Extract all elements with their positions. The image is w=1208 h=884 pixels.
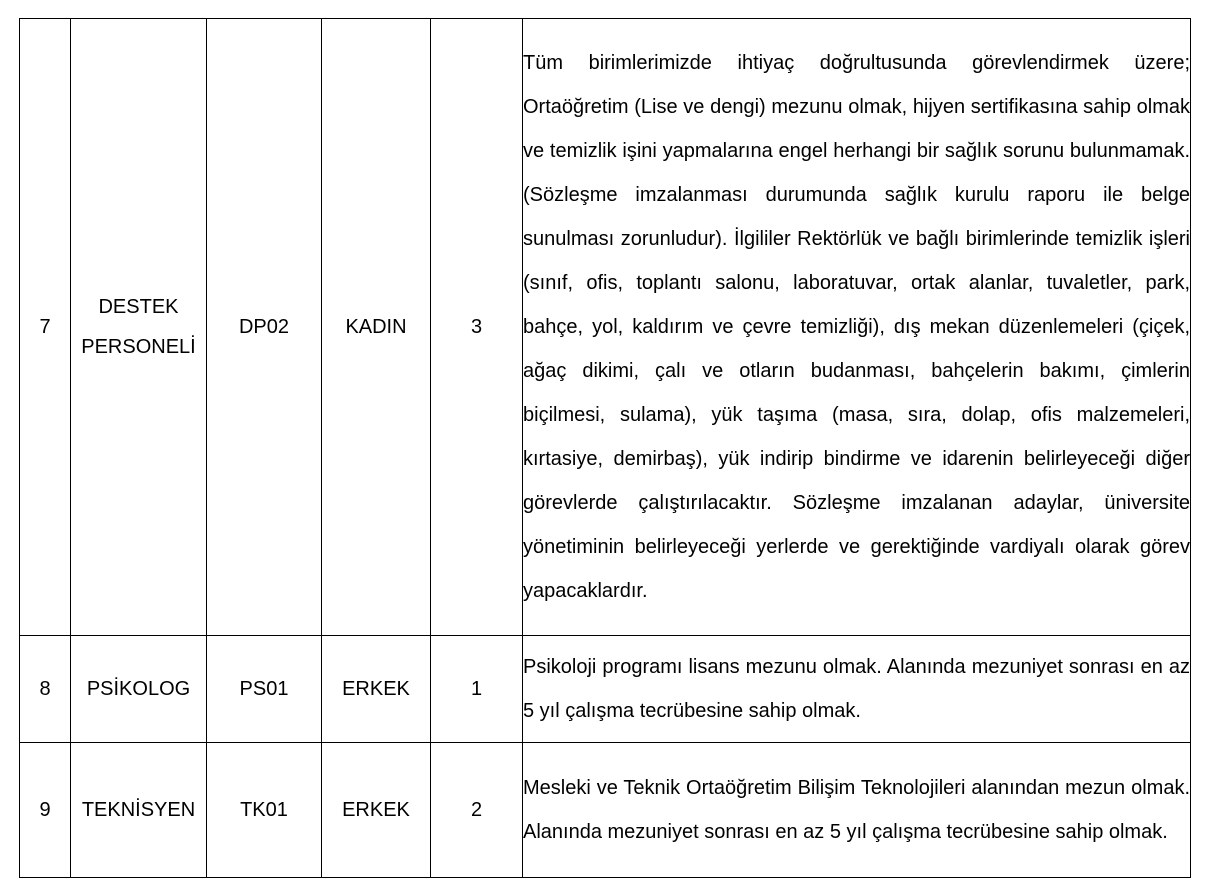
position-count: 1 <box>431 636 523 743</box>
gender: ERKEK <box>322 636 431 743</box>
row-number: 7 <box>20 19 71 636</box>
table-row <box>20 636 1191 743</box>
table-row <box>20 19 1191 636</box>
position-count: 2 <box>431 743 523 878</box>
position-table <box>19 18 1191 878</box>
position-requirements: Mesleki ve Teknik Ortaöğretim Bilişim Teknolojileri alanından mezun olmak. Alanında mezuniyet sonrası en az 5 yıl çalışma tecrübesine sahip olmak. <box>523 743 1191 878</box>
position-title: DESTEK PERSONELİ <box>71 19 207 636</box>
position-code: DP02 <box>207 19 322 636</box>
row-number: 8 <box>20 636 71 743</box>
position-code: TK01 <box>207 743 322 878</box>
position-count: 3 <box>431 19 523 636</box>
row-number: 9 <box>20 743 71 878</box>
table-row <box>20 743 1191 878</box>
position-requirements: Psikoloji programı lisans mezunu olmak. Alanında mezuniyet sonrası en az 5 yıl çalışma tecrübesine sahip olmak. <box>523 636 1191 743</box>
position-title: TEKNİSYEN <box>71 743 207 878</box>
gender: KADIN <box>322 19 431 636</box>
position-requirements: Tüm birimlerimizde ihtiyaç doğrultusunda görevlendirmek üzere; Ortaöğretim (Lise ve dengi) mezunu olmak, hijyen sertifikasına sahip olmak ve temizlik işini yapmalarına engel herhangi bir sağlık sorunu bulunmamak. (Sözleşme imzalanması durumunda sağlık kurulu raporu ile belge sunulması zorunludur). İlgililer Rektörlük ve bağlı birimlerinde temizlik işleri (sınıf, ofis, toplantı salonu, laboratuvar, ortak alanlar, tuvaletler, park, bahçe, yol, kaldırım ve çevre temizliği), dış mekan düzenlemeleri (çiçek, ağaç dikimi, çalı ve otların budanması, bahçelerin bakımı, çimlerin biçilmesi, sulama), yük taşıma (masa, sıra, dolap, ofis malzemeleri, kırtasiye, demirbaş), yük indirip bindirme ve idarenin belirleyeceği diğer görevlerde çalıştırılacaktır. Sözleşme imzalanan adaylar, üniversite yönetiminin belirleyeceği yerlerde ve gerektiğinde vardiyalı olarak görev yapacaklardır. <box>523 19 1191 636</box>
position-code: PS01 <box>207 636 322 743</box>
position-title: PSİKOLOG <box>71 636 207 743</box>
gender: ERKEK <box>322 743 431 878</box>
